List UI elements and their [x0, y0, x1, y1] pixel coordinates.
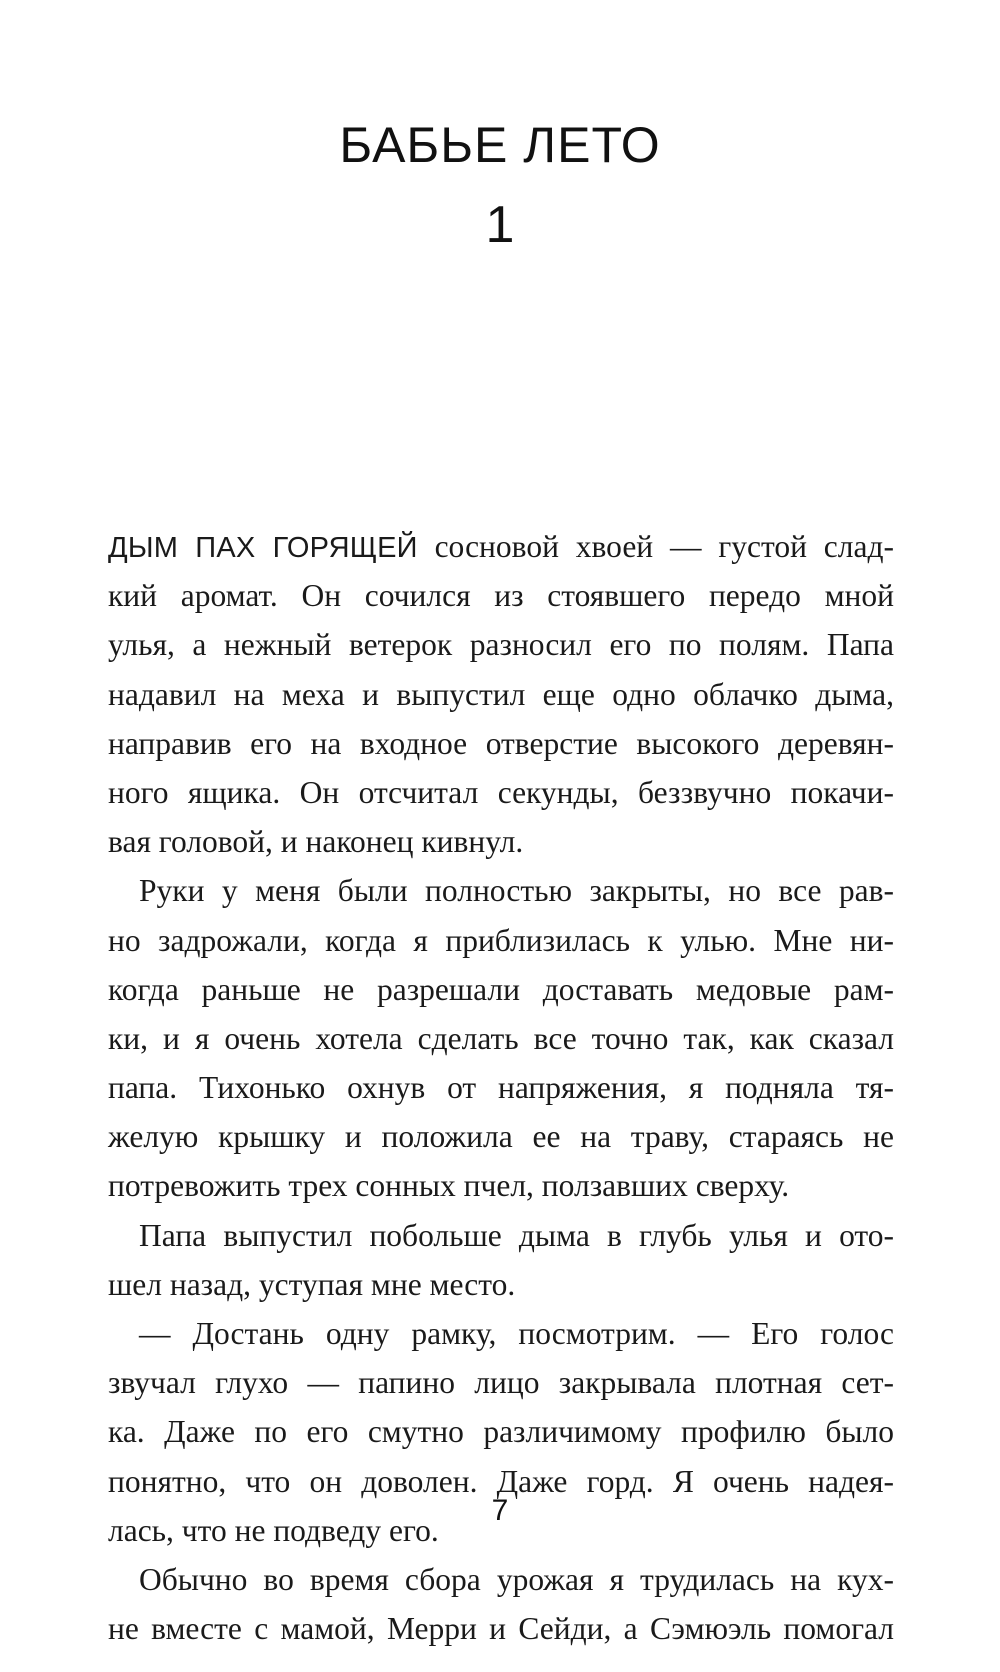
text-line: но задрожали, когда я приблизилась к улью. Мне ни-	[108, 922, 894, 958]
text-line: кий аромат. Он сочился из стоявшего передо мной	[108, 578, 894, 614]
text-line: Обычно во время сбора урожая я трудилась на кух-	[139, 1561, 894, 1597]
text-line: понятно, что он доволен. Даже горд. Я очень надея-	[108, 1463, 894, 1499]
text-line: Руки у меня были полностью закрыты, но все рав-	[139, 873, 894, 909]
text-line: направив его на входное отверстие высокого деревян-	[108, 725, 894, 761]
text-line: вая головой, и наконец кивнул.	[108, 824, 524, 860]
paragraph	[108, 1211, 894, 1309]
text-line: звучал глухо — папино лицо закрывала плотная сет-	[108, 1365, 894, 1401]
text-line: желую крышку и положила ее на траву, стараясь не	[108, 1119, 894, 1155]
text-line: когда раньше не разрешали доставать медовые рам-	[108, 971, 894, 1007]
paragraph	[108, 1555, 894, 1653]
text-line: — Достань одну рамку, посмотрим. — Его голос	[139, 1316, 894, 1351]
text-line: ДЫМ ПАХ ГОРЯЩЕЙ сосновой хвоей — густой слад-	[108, 529, 894, 564]
paragraph	[108, 866, 894, 1210]
text-line: ного ящика. Он отсчитал секунды, беззвучно покачи-	[108, 774, 894, 810]
chapter-number: 1	[485, 196, 515, 254]
text-line: лась, что не подведу его.	[108, 1512, 439, 1548]
text-line: надавил на меха и выпустил еще одно облачко дыма,	[108, 676, 894, 712]
text-line: улья, а нежный ветерок разносил его по полям. Папа	[108, 627, 894, 663]
paragraph	[108, 522, 894, 866]
page-number: 7	[491, 1494, 509, 1527]
text-line: Папа выпустил побольше дыма в глубь улья и ото-	[139, 1217, 894, 1253]
text-line: потревожить трех сонных пчел, ползавших сверху.	[108, 1168, 790, 1204]
text-line: ки, и я очень хотела сделать все точно так, как сказал	[108, 1020, 894, 1056]
chapter-title: БАБЬЕ ЛЕТО	[339, 116, 661, 173]
text-line: папа. Тихонько охнув от напряжения, я подняла тя-	[108, 1070, 894, 1106]
body-text	[108, 522, 894, 1653]
lead-in-caps: ДЫМ ПАХ ГОРЯЩЕЙ	[108, 532, 418, 564]
text-line: ка. Даже по его смутно различимому профилю было	[108, 1414, 894, 1450]
text-line: не вместе с мамой, Мерри и Сейди, а Сэмюэль помогал	[108, 1611, 894, 1647]
text-line: шел назад, уступая мне место.	[108, 1266, 516, 1302]
